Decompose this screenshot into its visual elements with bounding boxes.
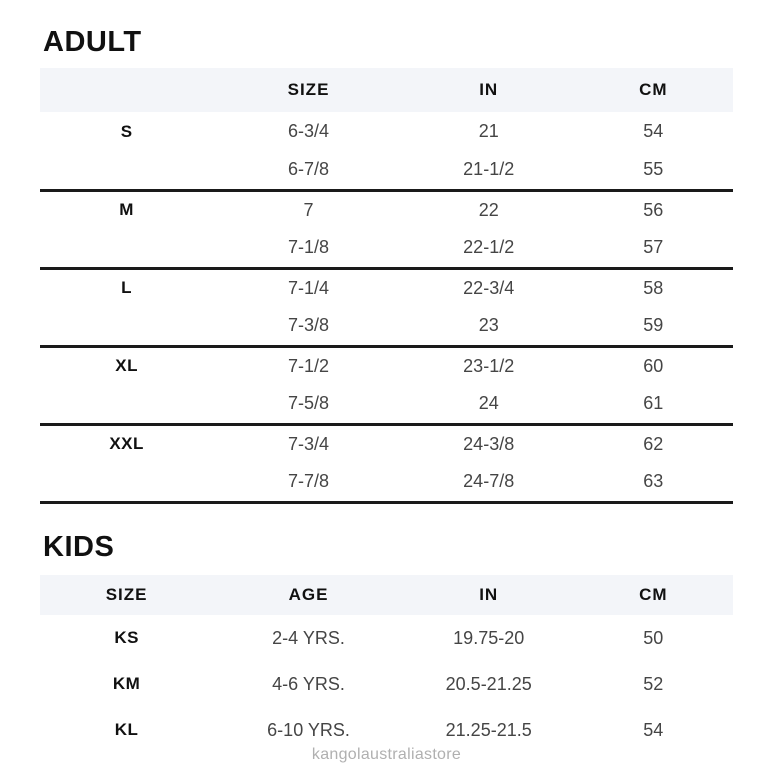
inches-cell: 20.5-21.25	[445, 673, 532, 694]
age-cell: 2-4 YRS.	[272, 627, 345, 648]
inches-cell: 19.75-20	[453, 627, 525, 648]
age-cell: 6-10 YRS.	[267, 719, 350, 740]
size-group-label: XL	[115, 356, 138, 376]
table-row	[40, 615, 733, 661]
adult-col-header-in: IN	[404, 68, 574, 112]
inches-cell: 23	[404, 307, 574, 346]
cm-cell: 63	[574, 463, 733, 502]
cm-cell: 60	[643, 355, 664, 376]
age-cell: 4-6 YRS.	[272, 673, 345, 694]
inches-cell: 22	[478, 199, 499, 220]
table-row	[40, 385, 733, 424]
size-group-label-blank	[40, 385, 213, 424]
hat-size-cell: 6-3/4	[288, 121, 330, 141]
cm-cell: 58	[643, 277, 664, 298]
hat-size-cell: 7-1/4	[288, 277, 330, 298]
hat-size-cell: 6-7/8	[213, 151, 404, 190]
adult-col-header-blank	[40, 68, 213, 112]
inches-cell: 23-1/2	[463, 355, 515, 376]
adult-col-header-size: SIZE	[213, 68, 404, 112]
cm-cell: 56	[643, 199, 664, 220]
cm-cell: 54	[643, 121, 664, 141]
inches-cell: 21	[478, 121, 499, 141]
size-group-label: L	[121, 278, 133, 298]
size-group-label-blank	[40, 463, 213, 502]
inches-cell: 24-7/8	[404, 463, 574, 502]
table-row	[40, 268, 733, 307]
cm-cell: 54	[643, 719, 664, 740]
size-group-label-blank	[40, 229, 213, 268]
table-row	[40, 307, 733, 346]
hat-size-cell: 7-5/8	[213, 385, 404, 424]
adult-size-table	[40, 68, 733, 504]
kids-section-title: KIDS	[43, 531, 115, 563]
kids-size-label: KL	[114, 720, 139, 739]
inches-cell: 21.25-21.5	[445, 719, 532, 740]
cm-cell: 55	[574, 151, 733, 190]
cm-cell: 52	[643, 673, 664, 694]
adult-section-title: ADULT	[43, 26, 142, 58]
kids-col-header-cm: CM	[574, 575, 733, 615]
cm-cell: 50	[643, 627, 664, 648]
table-row	[40, 229, 733, 268]
kids-col-header-age: AGE	[213, 575, 404, 615]
cm-cell: 62	[643, 433, 664, 454]
hat-size-cell: 7-1/8	[213, 229, 404, 268]
size-group-label: S	[120, 121, 133, 141]
cm-cell: 61	[574, 385, 733, 424]
kids-size-label: KM	[112, 674, 141, 693]
inches-cell: 24-3/8	[463, 433, 515, 454]
kids-col-header-size: SIZE	[40, 575, 213, 615]
hat-size-cell: 7-3/4	[288, 433, 330, 454]
kids-size-table	[40, 575, 733, 753]
table-row	[40, 112, 733, 151]
kids-size-label: KS	[114, 628, 139, 647]
hat-size-cell: 7	[303, 199, 314, 220]
adult-col-header-cm: CM	[574, 68, 733, 112]
table-row	[40, 424, 733, 463]
table-row	[40, 661, 733, 707]
hat-size-cell: 7-7/8	[213, 463, 404, 502]
inches-cell: 22-1/2	[404, 229, 574, 268]
kids-header-row	[40, 575, 733, 615]
size-group-label: XXL	[109, 434, 144, 454]
inches-cell: 24	[404, 385, 574, 424]
table-row	[40, 151, 733, 190]
inches-cell: 21-1/2	[404, 151, 574, 190]
hat-size-cell: 7-3/8	[213, 307, 404, 346]
table-row	[40, 463, 733, 502]
size-group-label-blank	[40, 307, 213, 346]
inches-cell: 22-3/4	[463, 277, 515, 298]
adult-header-row	[40, 68, 733, 112]
kids-col-header-in: IN	[404, 575, 574, 615]
cm-cell: 59	[574, 307, 733, 346]
table-row	[40, 346, 733, 385]
cm-cell: 57	[574, 229, 733, 268]
hat-size-cell: 7-1/2	[288, 355, 330, 376]
table-row	[40, 190, 733, 229]
size-group-label-blank	[40, 151, 213, 190]
store-watermark: kangolaustraliastore	[311, 746, 462, 763]
size-group-label: M	[119, 200, 134, 220]
